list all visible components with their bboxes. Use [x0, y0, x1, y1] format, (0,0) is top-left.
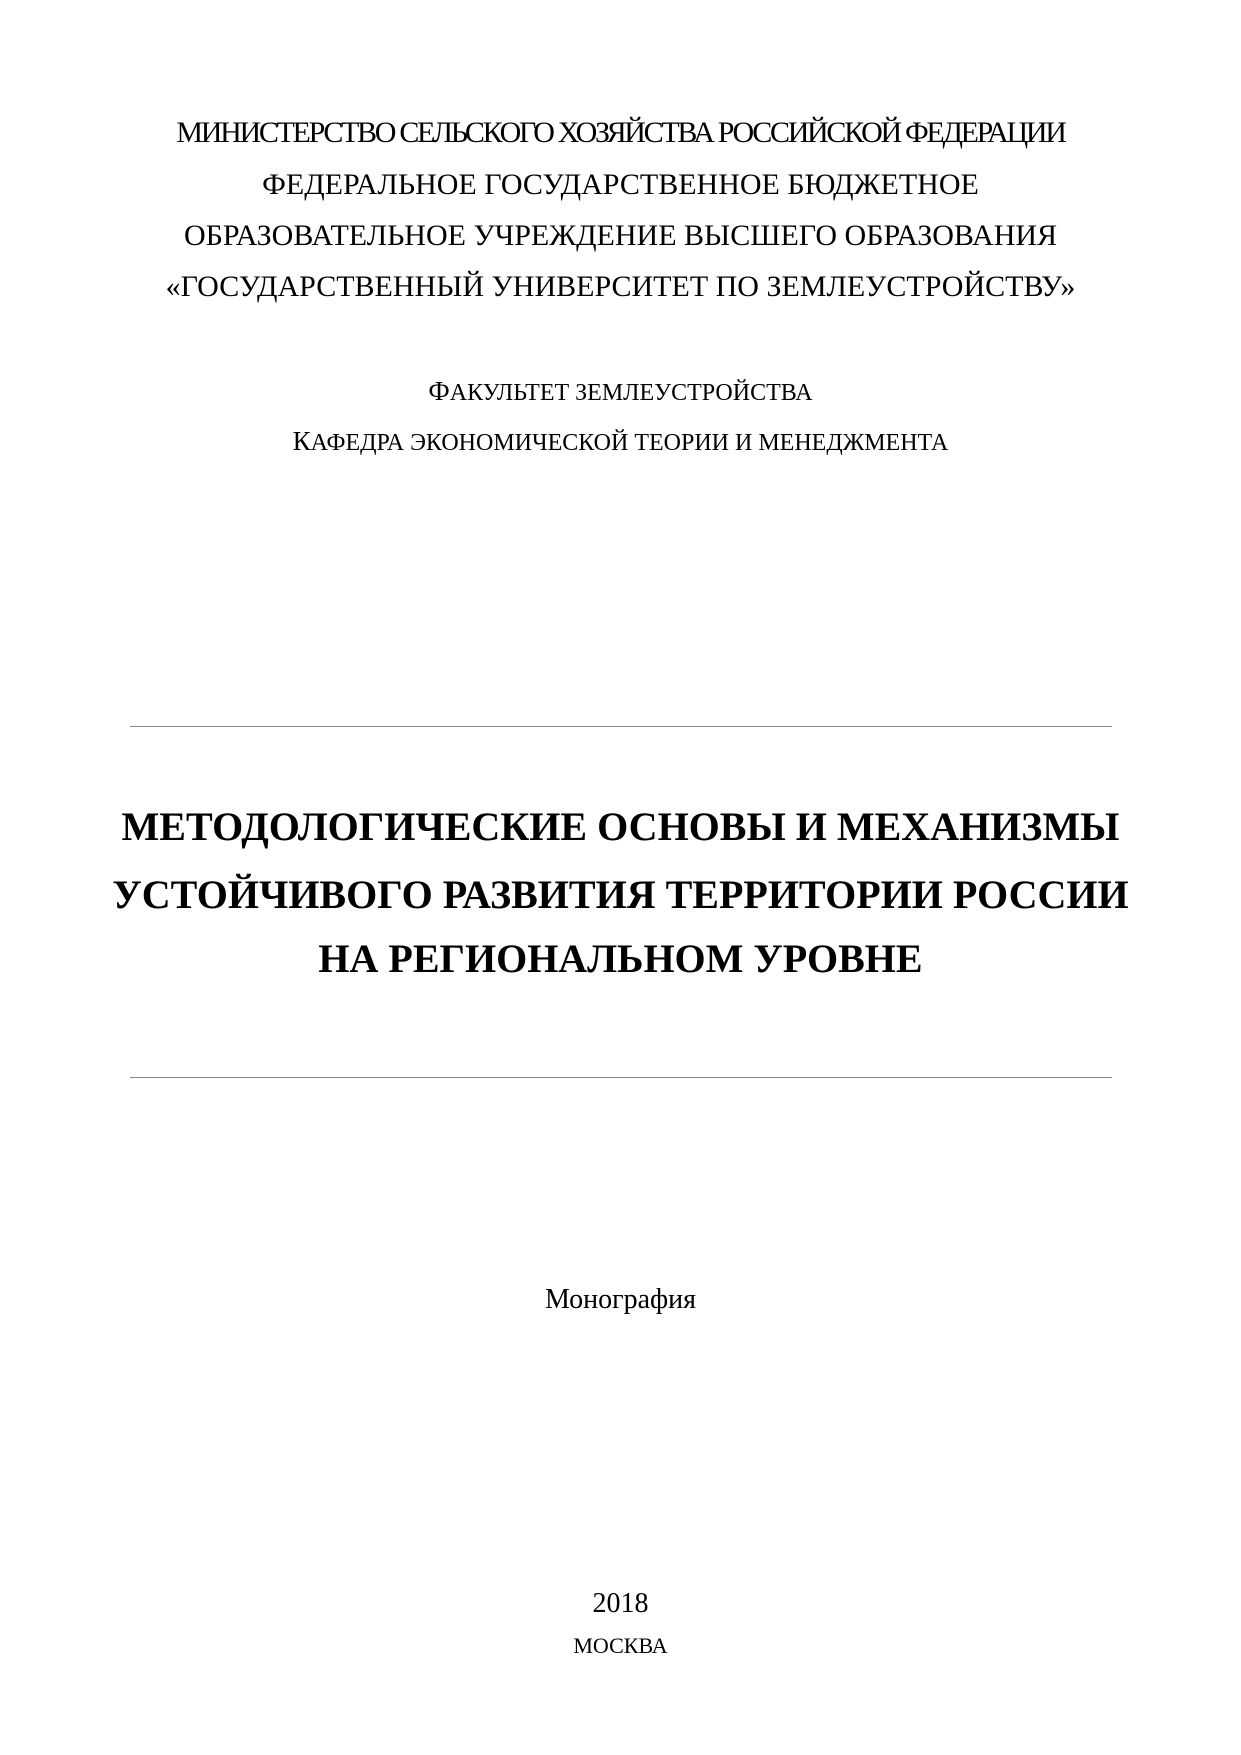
- faculty-rest: АКУЛЬТЕТ ЗЕМЛЕУСТРОЙСТВА: [449, 380, 813, 406]
- title-divider-bottom: [130, 1077, 1112, 1078]
- faculty-name: [0, 378, 1241, 405]
- institution-line-3: «ГОСУДАРСТВЕННЫЙ УНИВЕРСИТЕТ ПО ЗЕМЛЕУСТРОЙСТВУ»: [165, 270, 1076, 303]
- institution-line-1: ФЕДЕРАЛЬНОЕ ГОСУДАРСТВЕННОЕ БЮДЖЕТНОЕ: [262, 168, 979, 201]
- institution-line-2: ОБРАЗОВАТЕЛЬНОЕ УЧРЕЖДЕНИЕ ВЫСШЕГО ОБРАЗОВАНИЯ: [183, 219, 1058, 252]
- title-line-3: НА РЕГИОНАЛЬНОМ УРОВНЕ: [318, 936, 923, 981]
- faculty-initial: Ф: [428, 376, 450, 406]
- title-line-1: МЕТОДОЛОГИЧЕСКИЕ ОСНОВЫ И МЕХАНИЗМЫ: [121, 804, 1120, 849]
- publication-year: 2018: [592, 1588, 649, 1619]
- title-divider-top: [130, 726, 1112, 727]
- ministry-name: МИНИСТЕРСТВО СЕЛЬСКОГО ХОЗЯЙСТВА РОССИЙСКОЙ ФЕДЕРАЦИИ: [176, 116, 1065, 149]
- department-rest: АФЕДРА ЭКОНОМИЧЕСКОЙ ТЕОРИИ И МЕНЕДЖМЕНТА: [310, 430, 949, 456]
- department-initial: К: [292, 426, 311, 456]
- publication-genre: Монография: [544, 1284, 697, 1315]
- title-line-2: УСТОЙЧИВОГО РАЗВИТИЯ ТЕРРИТОРИИ РОССИИ: [112, 872, 1129, 917]
- publication-city: МОСКВА: [573, 1633, 668, 1658]
- department-name: [0, 428, 1241, 455]
